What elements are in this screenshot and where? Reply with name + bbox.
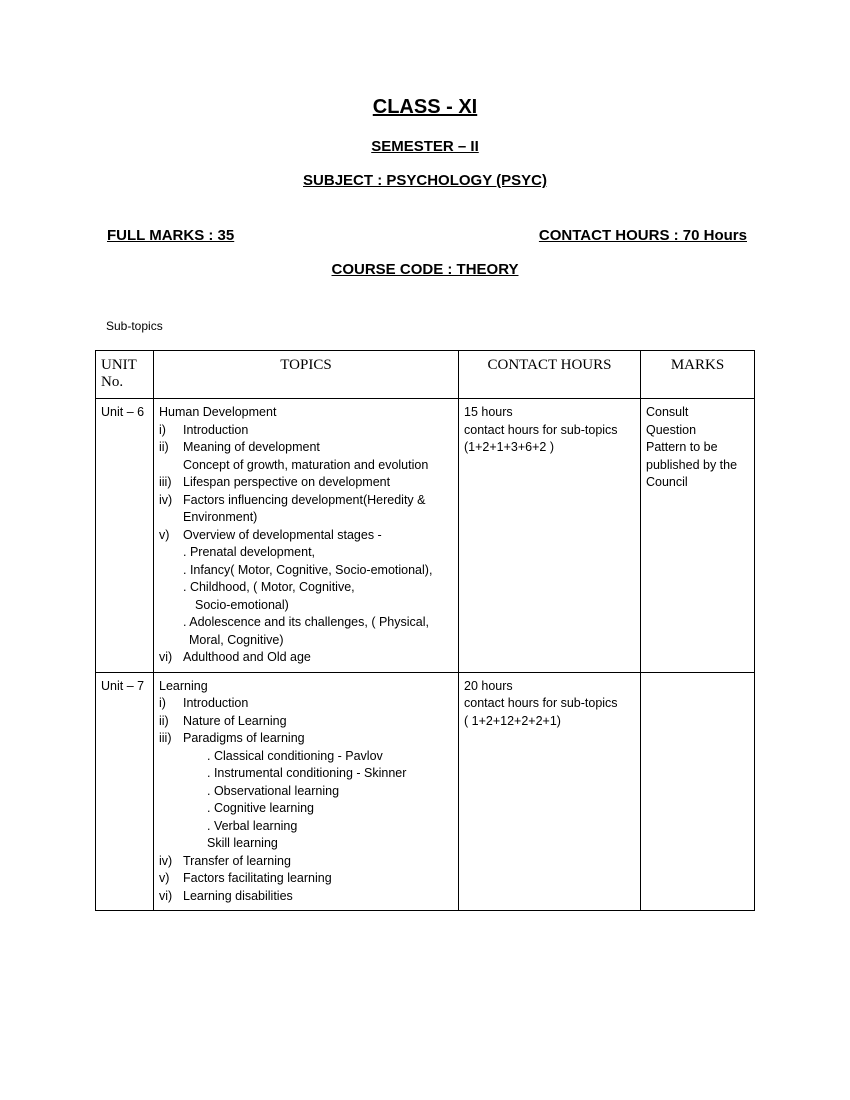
marks-note-line: Question xyxy=(646,422,697,437)
marks-cell-empty xyxy=(641,672,755,911)
list-item: i) Introduction xyxy=(159,696,249,710)
hours-label: contact hours for sub-topics xyxy=(464,422,618,437)
marks-header: MARKS xyxy=(641,351,755,399)
topics-cell xyxy=(154,399,459,673)
list-item: iii) Paradigms of learning xyxy=(159,731,305,745)
topics-cell xyxy=(154,672,459,911)
list-item: v) Overview of developmental stages - xyxy=(159,527,382,542)
hours-label: contact hours for sub-topics xyxy=(464,696,618,710)
list-item: iv) Factors influencing development(Heredity & xyxy=(159,492,426,507)
unit-cell xyxy=(96,399,154,673)
paradigm-item: . Classical conditioning - Pavlov xyxy=(207,748,383,763)
list-item: i) Introduction xyxy=(159,422,249,437)
hours-cell xyxy=(459,672,641,911)
paradigm-item: . Cognitive learning xyxy=(207,801,315,815)
marks-note-line: Consult xyxy=(646,405,689,419)
contact-hours-header: CONTACT HOURS xyxy=(459,351,641,399)
unit-cell xyxy=(96,672,154,911)
table-row xyxy=(96,399,755,673)
topics-header: TOPICS xyxy=(154,351,459,399)
list-item: Environment) xyxy=(183,510,258,524)
paradigm-item: . Instrumental conditioning - Skinner xyxy=(207,766,407,780)
sub-topics-label: Sub-topics xyxy=(106,319,163,333)
unit-title: Learning xyxy=(159,678,208,693)
stage-item: Moral, Cognitive) xyxy=(189,632,284,647)
hours-total: 20 hours xyxy=(464,678,513,693)
marks-cell xyxy=(641,399,755,673)
list-item: vi) Adulthood and Old age xyxy=(159,650,311,664)
paradigm-item: . Observational learning xyxy=(207,783,340,798)
list-item: iv) Transfer of learning xyxy=(159,853,291,868)
unit-no-header: UNIT No. xyxy=(96,351,154,399)
hours-breakdown: (1+2+1+3+6+2 ) xyxy=(464,440,555,454)
unit-title: Human Development xyxy=(159,405,277,419)
syllabus-table xyxy=(95,350,755,911)
class-title: CLASS - XI xyxy=(372,96,478,118)
paradigm-item: Skill learning xyxy=(207,836,278,850)
list-item: v) Factors facilitating learning xyxy=(159,871,332,885)
stage-item: . Prenatal development, xyxy=(183,545,316,559)
paradigm-item: . Verbal learning xyxy=(207,818,298,833)
hours-breakdown: ( 1+2+12+2+2+1) xyxy=(464,713,561,728)
contact-hours: CONTACT HOURS : 70 Hours xyxy=(538,227,747,244)
stage-item: Socio-emotional) xyxy=(195,597,289,612)
marks-note-line: Pattern to be xyxy=(646,440,718,454)
subject-title: SUBJECT : PSYCHOLOGY (PSYC) xyxy=(303,172,547,189)
unit-label: Unit – 6 xyxy=(101,405,145,419)
unit-label: Unit – 7 xyxy=(101,678,145,693)
marks-note-line: Council xyxy=(646,475,688,489)
stage-item: . Infancy( Motor, Cognitive, Socio-emotional), xyxy=(183,562,433,577)
hours-total: 15 hours xyxy=(464,405,513,419)
list-item: ii) Nature of Learning xyxy=(159,713,287,728)
table-row xyxy=(96,672,755,911)
course-code: COURSE CODE : THEORY xyxy=(331,261,519,278)
stage-item: . Childhood, ( Motor, Cognitive, xyxy=(183,580,355,594)
stage-item: . Adolescence and its challenges, ( Physical, xyxy=(183,615,429,629)
list-item: Concept of growth, maturation and evolution xyxy=(183,457,429,472)
full-marks: FULL MARKS : 35 xyxy=(107,227,235,244)
hours-cell xyxy=(459,399,641,673)
list-item: vi) Learning disabilities xyxy=(159,888,293,903)
semester-title: SEMESTER – II xyxy=(371,138,479,155)
table-header-row xyxy=(96,351,755,399)
list-item: ii) Meaning of development xyxy=(159,440,320,454)
list-item: iii) Lifespan perspective on development xyxy=(159,475,391,489)
marks-note-line: published by the xyxy=(646,457,738,472)
